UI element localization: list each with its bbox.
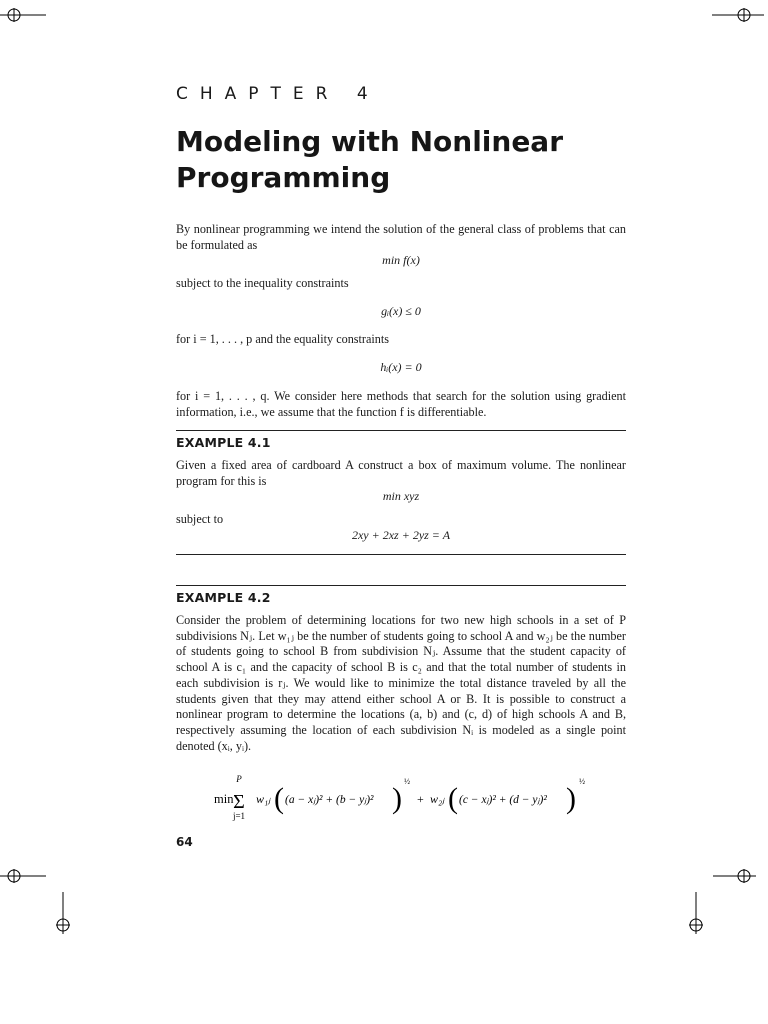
intro-paragraph-4: for i = 1, . . . , q. We consider here methods that search for the solution using gradient information, i.e., we assume that the function f is differentiable. — [176, 389, 626, 419]
crop-mark-bottom-left — [0, 862, 80, 938]
example-top-rule — [176, 430, 626, 431]
chapter-title: Modeling with Nonlinear Programming — [176, 125, 564, 194]
left-paren-2: ( — [448, 782, 458, 815]
sum-lower-limit: j=1 — [232, 811, 246, 821]
right-paren-2: ) — [566, 782, 576, 815]
chapter-label: CHAPTER 4 — [176, 84, 380, 104]
equation-area-constraint: 2xy + 2xz + 2yz = A — [351, 528, 451, 542]
equation-min-xyz: min xyz — [382, 489, 420, 503]
example-4-1-heading: EXAMPLE 4.1 — [176, 435, 271, 450]
plus-sign: + — [417, 792, 424, 806]
objective-min: min — [214, 792, 234, 806]
objective-equation — [196, 772, 626, 824]
weight-w1j: w₁ⱼ — [256, 792, 271, 806]
equation-inequality-constraint: gᵢ(x) ≤ 0 — [381, 304, 421, 318]
exponent-half-2: ½ — [579, 777, 585, 786]
example-4-2-heading: EXAMPLE 4.2 — [176, 590, 271, 605]
example-4-1-paragraph-2: subject to — [176, 512, 224, 526]
example-bottom-rule — [176, 554, 626, 555]
intro-paragraph-1: By nonlinear programming we intend the solution of the general class of problems that can be formulated as — [176, 222, 626, 252]
crop-mark-bottom-right — [688, 862, 768, 938]
intro-paragraph-3: for i = 1, . . . , p and the equality constraints — [176, 332, 390, 346]
crop-mark-top-right — [712, 0, 768, 30]
crop-mark-top-left — [0, 0, 50, 30]
term2-body: (c − xⱼ)² + (d − yⱼ)² — [459, 794, 547, 806]
example-top-rule — [176, 585, 626, 586]
page-number: 64 — [176, 835, 193, 849]
sum-sign: Σ — [233, 791, 245, 813]
term1-body: (a − xⱼ)² + (b − yⱼ)² — [285, 794, 374, 806]
example-4-1-paragraph-1: Given a fixed area of cardboard A construct a box of maximum volume. The nonlinear program for this is — [176, 458, 626, 488]
right-paren-1: ) — [392, 782, 402, 815]
weight-w2j: w₂ⱼ — [430, 792, 445, 806]
equation-equality-constraint: hᵢ(x) = 0 — [380, 360, 422, 374]
exponent-half-1: ½ — [404, 777, 410, 786]
equation-min-f: min f(x) — [382, 253, 420, 267]
example-4-2-paragraph: Consider the problem of determining locations for two new high schools in a set of P subdivisions Nⱼ. Let w₁ⱼ be the number of students going to school A and w₂ⱼ be the number of students going to school B from subdivision Nⱼ. Assume that the student capacity of school A is c₁ and the capacity of school B is c₂ and that the total number of students in each subdivision is rⱼ. We would like to minimize the total distance traveled by all the students given that they may attend either school A or B. It is possible to construct a nonlinear program to determine the locations (a, b) and (c, d) of high schools A and B, respectively assuming the location of each subdivision Nᵢ is modeled as a single point denoted (xᵢ, yᵢ). — [176, 613, 626, 753]
intro-paragraph-2: subject to the inequality constraints — [176, 276, 349, 290]
sum-upper-limit: P — [236, 774, 242, 784]
left-paren-1: ( — [274, 782, 284, 815]
